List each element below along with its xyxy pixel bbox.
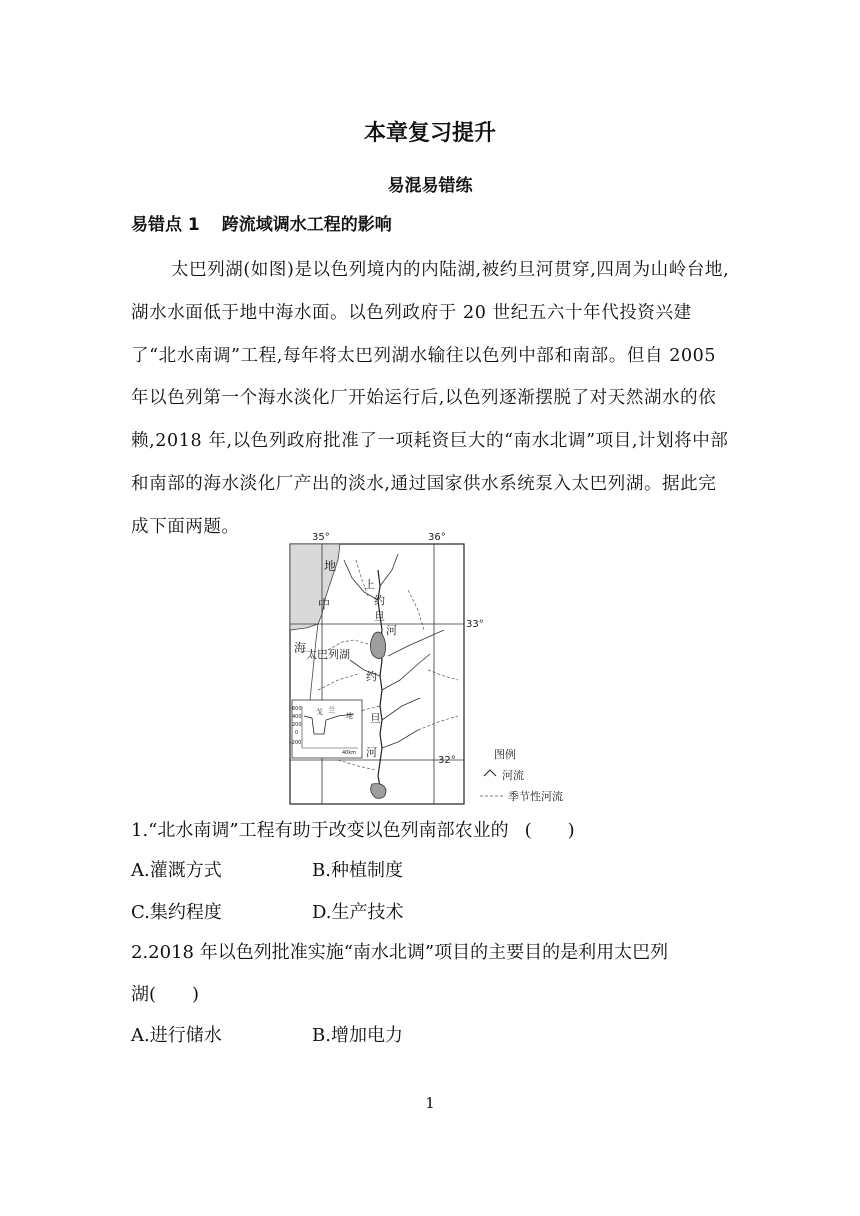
page-number: 1 (425, 1094, 435, 1112)
sea-char-1: 地 (324, 559, 337, 573)
section-heading (131, 210, 392, 235)
inset-ytick-0: 0 (295, 730, 299, 736)
question-2-line-1: 2.2018 年以色列批准实施“南水北调”项目的主要目的是利用太巴列 (131, 942, 669, 963)
question-2-line-2: 湖( ) (131, 984, 200, 1005)
question-1-stem: 1.“北水南调”工程有助于改变以色列南部农业的 (131, 820, 509, 841)
passage-text: 太巴列湖(如图)是以色列境内的内陆湖,被约旦河贯穿,四周为山岭台地,湖水水面低于地中海水面。以色列政府于 20 世纪五六十年代投资兴建了“北水南调”工程,每年将太巴列湖水输往以色列中部和南部。但自 2005 年以色列第一个海水淡化厂开始运行后,以色列逐渐摆脱了对天然湖水的依赖,2018 年,以色列政府批准了一项耗资巨大的“南水北调”项目,计划将中部和南部的海水淡化厂产出的淡水,通过国家供水系统泵入太巴列湖。据此完成下面两题。 (131, 260, 730, 537)
upper-river-char-4: 河 (386, 624, 397, 637)
lat-label-32: 32° (438, 755, 456, 766)
legend-title: 图例 (494, 748, 516, 761)
lon-label-36: 36° (428, 532, 446, 543)
sea-char-2: 中 (318, 597, 331, 611)
inset-ytick-600: 600 (292, 706, 302, 712)
q1-option-d[interactable]: D.生产技术 (312, 902, 404, 923)
tiberias-map (268, 530, 593, 808)
upper-river-char-2: 约 (374, 594, 385, 607)
q2-option-a[interactable]: A.进行储水 (131, 1025, 222, 1046)
q2-option-b[interactable]: B.增加电力 (312, 1025, 403, 1046)
upper-river-char-3: 旦 (374, 610, 385, 623)
inset-ytick-neg200: -200 (290, 740, 302, 746)
inset-label-left: 戈 (316, 708, 323, 716)
q1-option-b[interactable]: B.种植制度 (312, 860, 403, 881)
passage (131, 249, 731, 549)
page-title: 本章复习提升 (363, 121, 496, 146)
lon-label-35: 35° (312, 532, 330, 543)
inset-label-right: 兰 (328, 706, 335, 714)
inset-xtick: 40km (342, 750, 357, 756)
map-legend (480, 747, 563, 803)
legend-seasonal: 季节性河流 (508, 790, 563, 803)
inset-profile (290, 700, 362, 758)
section-label: 易错点 1 (131, 215, 200, 235)
lat-label-33: 33° (466, 619, 484, 630)
q1-option-a[interactable]: A.灌溉方式 (131, 860, 222, 881)
legend-river: 河流 (502, 769, 524, 782)
lake-label: 太巴列湖 (306, 648, 350, 661)
question-1-paren: ( ) (524, 820, 575, 841)
upper-river-char-1: 上 (364, 578, 375, 591)
lake-tiberias (370, 632, 385, 659)
map-figure (268, 530, 593, 808)
page-subtitle: 易混易错练 (387, 176, 473, 196)
inset-ytick-200: 200 (292, 722, 302, 728)
river-char-1: 约 (366, 670, 377, 683)
inset-label-mid: 地 (346, 712, 353, 720)
sea-char-3: 海 (294, 641, 307, 655)
section-topic: 跨流域调水工程的影响 (221, 215, 392, 235)
inset-ytick-400: 400 (292, 714, 302, 720)
river-char-3: 河 (366, 746, 377, 759)
q1-option-c[interactable]: C.集约程度 (131, 902, 222, 923)
question-1 (131, 816, 575, 842)
river-char-2: 旦 (370, 712, 381, 725)
